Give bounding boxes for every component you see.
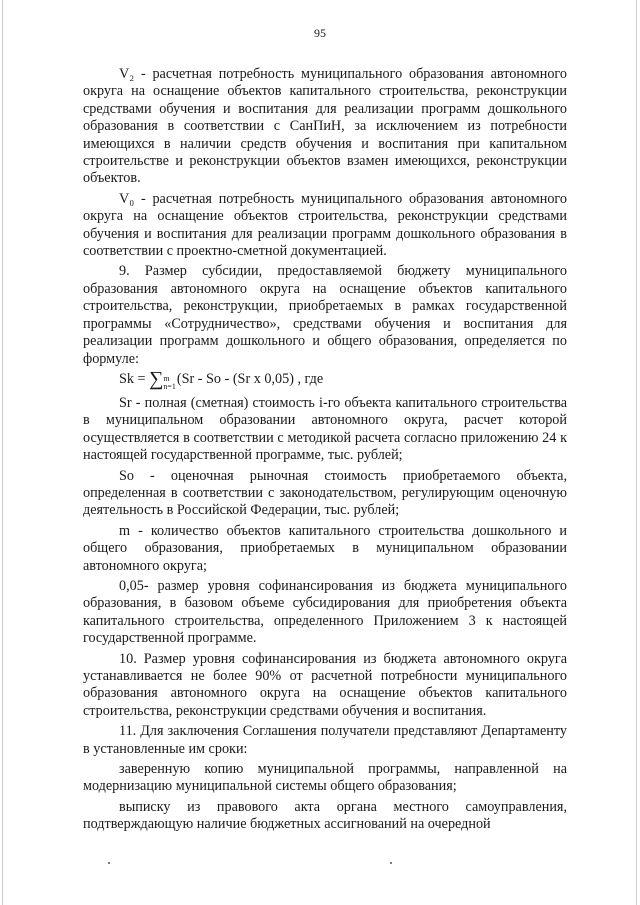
paragraph-sr: Sr - полная (сметная) стоимость i-го объекта капитального строительства в муниципальном образовании автономного округа, расчет которой осуществляется в соответствии с методикой расчета согласно приложению 24 к настоящей государственной программе, тыс. рублей; (83, 394, 567, 464)
formula-rhs: (Sr - So - (Sr x 0,05) , где (176, 370, 324, 387)
paragraph-extract: выписку из правового акта органа местного самоуправления, подтверждающую наличие бюджетных ассигнований на очередной (83, 798, 567, 833)
paragraph-cofinancing: 0,05- размер уровня софинансирования из бюджета муниципального образования, в базовом объеме субсидирования для приобретения объекта капитального строительства, определенного Приложением 3 к настоящей государственной программе. (83, 577, 567, 647)
subsidy-formula (119, 367, 567, 391)
sum-upper-limit: m (163, 373, 170, 383)
page-edge-left (2, 0, 3, 905)
paragraph-m: m - количество объектов капитального строительства дошкольного и общего образования, приобретаемых в муниципальном образовании автономного округа; (83, 522, 567, 574)
paragraph-so: So - оценочная рыночная стоимость приобретаемого объекта, определенная в соответствии с законодательством, регулирующим оценочную деятельность в Российской Федерации, тыс. рублей; (83, 467, 567, 519)
paragraph-copy-program: заверенную копию муниципальной программы, направленной на модернизацию муниципальной системы общего образования; (83, 761, 567, 795)
formula-lhs: Sk = (119, 370, 150, 387)
paragraph-11: 11. Для заключения Соглашения получатели представляют Департаменту в установленные им сроки: (83, 723, 567, 757)
page-edge-right (636, 0, 637, 905)
sum-lower-limit: n=1 (163, 381, 176, 391)
sum-symbol: ∑ (149, 367, 164, 390)
scan-speck (390, 862, 392, 864)
page-number: 95 (314, 26, 326, 40)
scan-speck (108, 862, 110, 864)
paragraph-v0: V₀ - расчетная потребность муниципального образования автономного округа на оснащение объектов строительства, реконструкции средствами обучения и воспитания для реализации программ дошкольного образования в соответствии с проектно-сметной документацией. (83, 190, 567, 260)
document-body (83, 66, 567, 837)
paragraph-v2: V₂ - расчетная потребность муниципального образования автономного округа на оснащение объектов капитального строительства, реконструкции средствами обучения и воспитания для реализации программ дошкольного образования в соответствии с СанПиН, за исключением из потребности имеющихся в наличии средств обучения и воспитания при капитальном строительстве и реконструкции объектов взамен имеющихся, реконструкции объектов. (83, 66, 567, 187)
paragraph-9: 9. Размер субсидии, предоставляемой бюджету муниципального образования автономного округа на оснащение объектов капитального строительства, реконструкции, приобретаемых в рамках государственной программы «Сотрудничество», средствами обучения и воспитания для реализации программ дошкольного и общего образования, определяется по формуле: (83, 263, 567, 367)
sum-limits (163, 375, 176, 391)
paragraph-10: 10. Размер уровня софинансирования из бюджета автономного округа устанавливается не более 90% от расчетной потребности муниципального образования автономного округа на оснащение объектов капитального строительства, реконструкции средствами обучения и воспитания. (83, 650, 567, 719)
